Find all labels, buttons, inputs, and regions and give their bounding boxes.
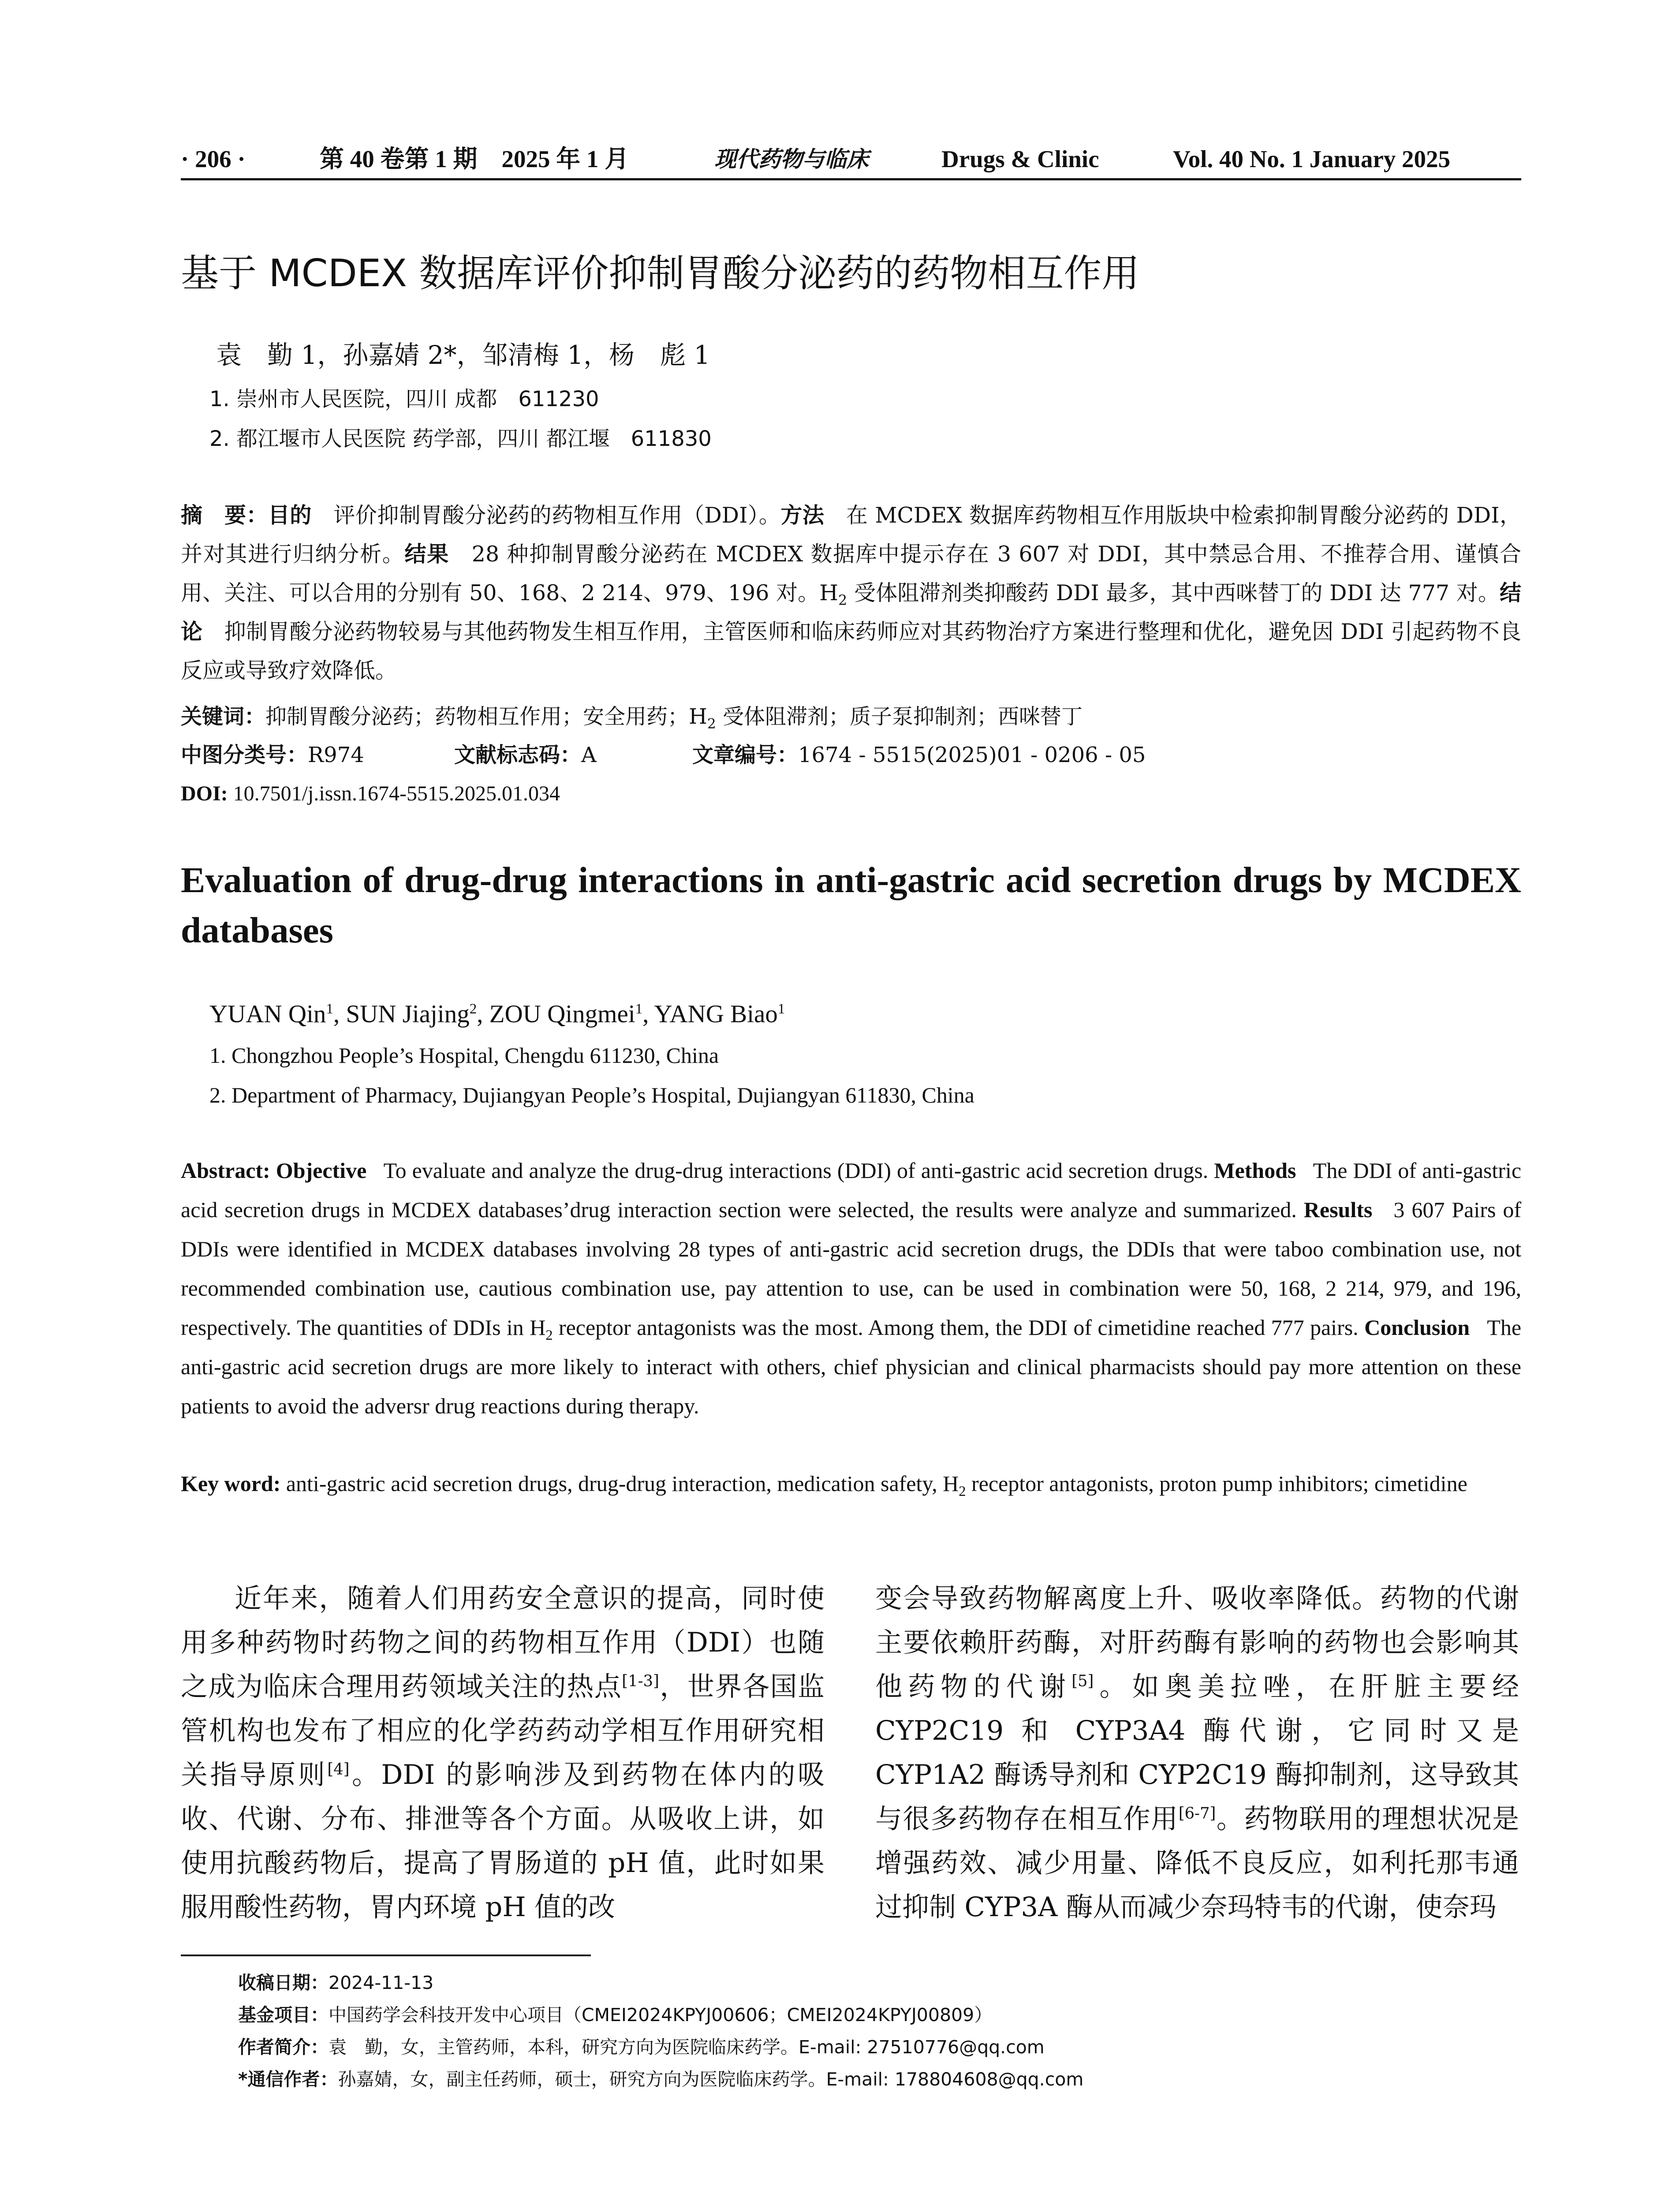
results-text-cn-2: 受体阻滞剂类抑酸药 DDI 最多，其中西咪替丁的 DDI 达 777 对。 [847, 580, 1500, 605]
footnote-author-bio: 作者简介：袁 勤，女，主管药师，本科，研究方向为医院临床药学。E-mail: 27510776@qq.com [238, 2037, 1045, 2058]
journal-name-en: Drugs & Clinic [941, 146, 1099, 172]
methods-text-cn: 在 MCDEX 数据库药物相互作用版块中检索抑制胃酸分泌药的 DDI，并对其进行归纳分析。 [181, 503, 1521, 567]
volume-info-cn: 第 40 卷第 1 期 2025 年 1 月 [320, 146, 629, 172]
results-text-en: 3 607 Pairs of DDIs were identified in MCDEX databases involving 28 types of anti-gastric acid secretion drugs, the DDIs that were taboo combination use, not recommended combination use, cautious combination use, pay attention to use, can be used in combination were 50, 168, 2 214, 979, and 196, respectively. The quantities of DDIs in H [181, 1197, 1522, 1340]
author-en: ZOU Qingmei$^1$, [489, 1000, 654, 1028]
keywords-cn-text-2: 受体阻滞剂；质子泵抑制剂；西咪替丁 [716, 704, 1083, 729]
citation: [5] [1071, 1672, 1094, 1690]
doi-link[interactable]: 10.7501/j.issn.1674-5515.2025.01.034 [233, 782, 560, 805]
affiliation-cn-1: 1. 崇州市人民医院，四川 成都 611230 [209, 387, 599, 411]
volume-info-en: Vol. 40 No. 1 January 2025 [1173, 146, 1451, 172]
footnotes [238, 1967, 1517, 2096]
affiliation-cn-2: 2. 都江堰市人民医院 药学部，四川 都江堰 611830 [209, 426, 712, 451]
results-text-en-2: receptor antagonists was the most. Among them, the DDI of cimetidine reached 777 pairs. [553, 1315, 1359, 1340]
abstract-cn-label: 摘 要： [181, 503, 268, 528]
author-en: YANG Biao$^1$ [654, 1000, 785, 1028]
body-text: 。药物联用的理想状况是增强药效、减少用量、降低不良反应，如利托那韦通过抑制 CYP3A 酶从而减少奈玛特韦的代谢，使奈玛 [875, 1803, 1519, 1923]
body-text: 近年来，随着人们用药安全意识的提高，同时使用多种药物时药物之间的药物相互作用（DDI）也随之成为临床合理用药领域关注的热点 [181, 1583, 825, 1702]
footnote-received: 收稿日期：2024-11-13 [238, 1972, 434, 1993]
keywords-cn-text: 抑制胃酸分泌药；药物相互作用；安全用药；H [265, 704, 707, 729]
citation: [6-7] [1178, 1804, 1216, 1823]
author-en: YUAN Qin$^1$, [209, 1000, 346, 1028]
doi-label: DOI: [181, 782, 228, 805]
footnote-funding: 基金项目：中国药学会科技开发中心项目（CMEI2024KPYJ00606；CMEI2024KPYJ00809） [238, 2004, 993, 2026]
affiliation-en-2: 2. Department of Pharmacy, Dujiangyan People’s Hospital, Dujiangyan 611830, China [209, 1083, 974, 1107]
author-en: SUN Jiajing$^2$, [346, 1000, 489, 1028]
journal-name-cn: 现代药物与临床 [714, 146, 869, 172]
conclusion-text-en: The anti-gastric acid secretion drugs are more likely to interact with others, chief physician and clinical pharmacists should pay more attention on these patients to avoid the adversr drug reactions during therapy. [181, 1315, 1522, 1418]
abstract-en-label: Abstract: [181, 1158, 270, 1183]
footnote-corresponding-author: *通信作者：孙嘉婧，女，副主任药师，硕士，研究方向为医院临床药学。E-mail: 178804608@qq.com [238, 2069, 1084, 2090]
article-title-en: Evaluation of drug-drug interactions in anti-gastric acid secretion drugs by MCDEX databases [181, 860, 1521, 950]
subscript: 2 [545, 1327, 553, 1343]
results-text-cn: 28 种抑制胃酸分泌药在 MCDEX 数据库中提示存在 3 607 对 DDI，其中禁忌合用、不推荐合用、谨慎合用、关注、可以合用的分别有 50、168、2 214、979、196 对。H [181, 542, 1521, 605]
article-no-label: 文章编号： [692, 743, 799, 767]
running-header [181, 140, 1521, 180]
clc-label: 中图分类号： [181, 743, 308, 767]
page-number: · 206 · [181, 146, 246, 172]
conclusion-label-en: Conclusion [1364, 1315, 1470, 1340]
authors-cn: 袁 勤 1，孙嘉婧 2*，邹清梅 1，杨 彪 1 [216, 340, 710, 370]
affiliation-en-1: 1. Chongzhou People’s Hospital, Chengdu 611230, China [209, 1043, 719, 1068]
subscript: 2 [959, 1484, 966, 1499]
objective-text-cn: 评价抑制胃酸分泌药的药物相互作用（DDI）。 [333, 503, 781, 528]
body-column-right [875, 1577, 1519, 1929]
methods-label-en: Methods [1214, 1158, 1296, 1183]
body-text: 。如奥美拉唑，在肝脏主要经 CYP2C19 和 CYP3A4 酶代谢，它同时又是 CYP1A2 酶诱导剂和 CYP2C19 酶抑制剂，这导致其与很多药物存在相互作用 [875, 1671, 1519, 1835]
keywords-cn-label: 关键词： [181, 704, 266, 729]
keywords-en-text: anti-gastric acid secretion drugs, drug-drug interaction, medication safety, H [286, 1471, 959, 1496]
keywords-en-text-2: receptor antagonists, proton pump inhibitors; cimetidine [966, 1471, 1467, 1496]
abstract-en [181, 1151, 1521, 1426]
citation: [1-3] [622, 1672, 659, 1690]
doi-line [181, 776, 560, 811]
body-text: 。DDI 的影响涉及到药物在体内的吸收、代谢、分布、排泄等各个方面。从吸收上讲，如使用抗酸药物后，提高了胃肠道的 pH 值，此时如果服用酸性药物，胃内环境 pH 值的改 [181, 1759, 825, 1923]
abstract-cn [181, 496, 1521, 690]
citation: [4] [327, 1760, 350, 1779]
doc-code-label: 文献标志码： [454, 743, 582, 767]
conclusion-label-cn: 结论 [181, 580, 1521, 644]
body-column-left [181, 1577, 825, 1929]
methods-label-cn: 方法 [780, 503, 825, 528]
classification-line [181, 737, 1146, 773]
results-label-cn: 结果 [404, 542, 450, 567]
objective-label-en: Objective [276, 1158, 367, 1183]
footnote-divider [181, 1955, 591, 1956]
objective-text-en: To evaluate and analyze the drug-drug interactions (DDI) of anti-gastric acid secretion drugs. [383, 1158, 1209, 1183]
article-title-cn: 基于 MCDEX 数据库评价抑制胃酸分泌药的药物相互作用 [181, 251, 1140, 295]
subscript: 2 [707, 716, 716, 732]
objective-label-cn: 目的 [268, 503, 312, 528]
keywords-en-label: Key word: [181, 1471, 281, 1496]
article-no-value: 1674 - 5515(2025)01 - 0206 - 05 [798, 743, 1146, 767]
conclusion-text-cn: 抑制胃酸分泌药物较易与其他药物发生相互作用，主管医师和临床药师应对其药物治疗方案进行整理和优化，避免因 DDI 引起药物不良反应或导致疗效降低。 [181, 619, 1521, 683]
body-text: 变会导致药物解离度上升、吸收率降低。药物的代谢主要依赖肝药酶，对肝药酶有影响的药物也会影响其他药物的代谢 [875, 1583, 1519, 1702]
keywords-en [181, 1464, 1521, 1503]
body-text: ，世界各国监管机构也发布了相应的化学药药动学相互作用研究相关指导原则 [181, 1671, 825, 1790]
methods-text-en: The DDI of anti-gastric acid secretion drugs in MCDEX databases’drug interaction section were selected, the results were analyze and summarized. [181, 1158, 1522, 1222]
doc-code-value: A [581, 743, 597, 767]
subscript: 2 [838, 591, 847, 609]
keywords-cn [181, 699, 1083, 734]
clc-value: R974 [308, 743, 364, 767]
authors-en [209, 994, 785, 1034]
results-label-en: Results [1303, 1197, 1373, 1222]
